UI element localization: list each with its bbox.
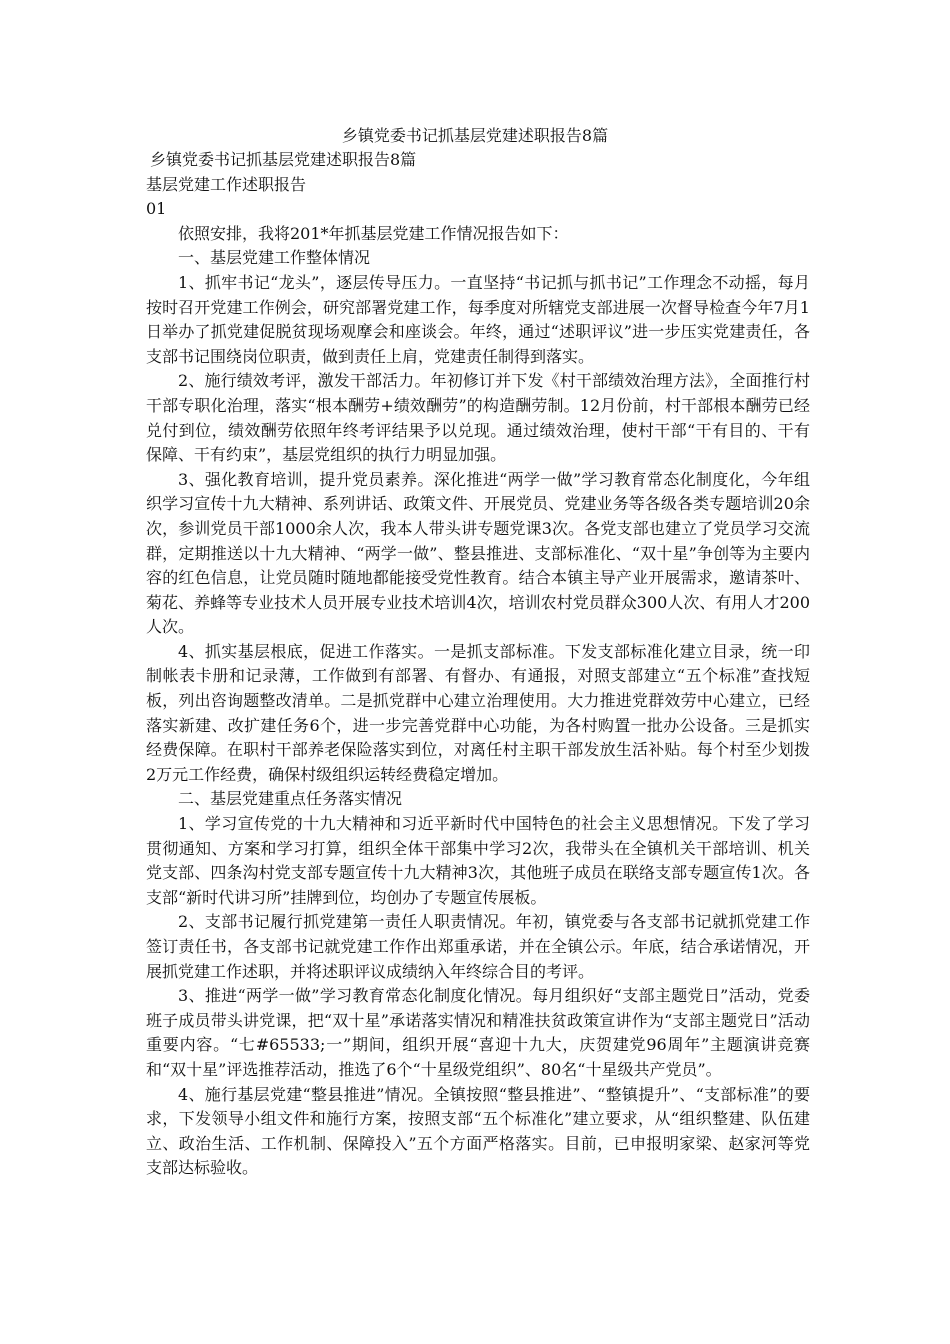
report-number: 01	[146, 199, 167, 219]
paragraph-1-4: 4、抓实基层根底，促进工作落实。一是抓支部标准。下发支部标准化建立目录，统一印制帐表卡册和记录薄，工作做到有部署、有督办、有通报，对照支部建立“五个标准”查找短板，列出咨询题整改清单。二是抓党群中心建立治理使用。大力推进党群效劳中心建立，已经落实新建、改扩建任务6个，进一步完善党群中心功能，为各村购置一批办公设备。三是抓实经费保障。在职村干部养老保险落实到位，对离任村主职干部发放生活补贴。每个村至少划拨2万元工作经费，确保村级组织运转经费稳定增加。	[146, 641, 810, 784]
paragraph-1-1: 1、抓牢书记“龙头”，逐层传导压力。一直坚持“书记抓与抓书记”工作理念不动摇，每月按时召开党建工作例会，研究部署党建工作，每季度对所辖党支部进展一次督导检查今年7月1日举办了抓党建促脱贫现场观摩会和座谈会。年终，通过“述职评议”进一步压实党建责任，各支部书记围绕岗位职责，做到责任上肩，党建责任制得到落实。	[146, 272, 810, 366]
paragraph-2-4: 4、施行基层党建“整县推进”情况。全镇按照“整县推进”、“整镇提升”、“支部标准”的要求，下发领导小组文件和施行方案，按照支部“五个标准化”建立要求，从“组织整建、队伍建立、政治生活、工作机制、保障投入”五个方面严格落实。目前，已申报明家梁、赵家河等党支部达标验收。	[146, 1084, 810, 1178]
document-body	[146, 148, 810, 1181]
paragraph-1-2: 2、施行绩效考评，激发干部活力。年初修订并下发《村干部绩效治理方法》，全面推行村干部专职化治理，落实“根本酬劳+绩效酬劳”的构造酬劳制。12月份前，村干部根本酬劳已经兑付到位，绩效酬劳依照年终考评结果予以兑现。通过绩效治理，使村干部“干有目的、干有保障、干有约束”，基层党组织的执行力明显加强。	[146, 371, 810, 465]
paragraph-2-2: 2、支部书记履行抓党建第一责任人职责情况。年初，镇党委与各支部书记就抓党建工作签订责任书，各支部书记就党建工作作出郑重承诺，并在全镇公示。年底，结合承诺情况，开展抓党建工作述职，并将述职评议成绩纳入年终综合目的考评。	[146, 912, 810, 981]
section-heading-2: 二、基层党建重点任务落实情况	[178, 789, 403, 809]
report-heading: 基层党建工作述职报告	[146, 174, 307, 194]
paragraph-1-3: 3、强化教育培训，提升党员素养。深化推进“两学一做”学习教育常态化制度化，今年组织学习宣传十九大精神、系列讲话、政策文件、开展党员、党建业务等各级各类专题培训20余次，参训党员干部1000余人次，我本人带头讲专题党课3次。各党支部也建立了党员学习交流群，定期推送以十九大精神、“两学一做”、整县推进、支部标准化、“双十星”争创等为主要内容的红色信息，让党员随时随地都能接受党性教育。结合本镇主导产业开展需求，邀请茶叶、菊花、养蜂等专业技术人员开展专业技术培训4次，培训农村党员群众300人次、有用人才200人次。	[146, 469, 810, 637]
document-title: 乡镇党委书记抓基层党建述职报告8篇	[341, 126, 609, 145]
section-heading-1: 一、基层党建工作整体情况	[178, 248, 371, 268]
paragraph-intro: 依照安排，我将201*年抓基层党建工作情况报告如下：	[178, 223, 569, 243]
paragraph-2-1: 1、学习宣传党的十九大精神和习近平新时代中国特色的社会主义思想情况。下发了学习贯彻通知、方案和学习打算，组织全体干部集中学习2次，我带头在全镇机关干部培训、机关党支部、四条沟村党支部专题宣传十九大精神3次，其他班子成员在联络支部专题宣传1次。各支部“新时代讲习所”挂牌到位，均创办了专题宣传展板。	[146, 814, 810, 907]
document-subtitle: 乡镇党委书记抓基层党建述职报告8篇	[150, 150, 417, 169]
paragraph-2-3: 3、推进“两学一做”学习教育常态化制度化情况。每月组织好“支部主题党日”活动，党委班子成员带头讲党课，把“双十星”承诺落实情况和精准扶贫政策宣讲作为“支部主题党日”活动重要内容。“七#65533;一”期间，组织开展“喜迎十九大，庆贺建党96周年”主题演讲竞赛和“双十星”评选推荐活动，推选了6个“十星级党组织”、80名“十星级共产党员”。	[146, 986, 810, 1079]
